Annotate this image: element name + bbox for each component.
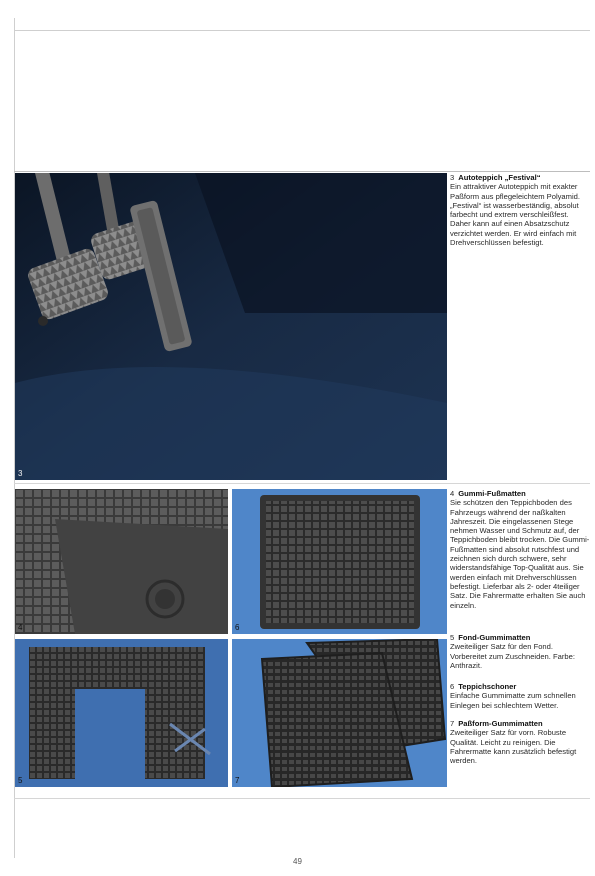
item-title: Autoteppich „Festival“: [458, 173, 541, 182]
item-text: Zweiteiliger Satz für den Fond. Vorbereitet zum Zuschneiden. Farbe: Anthrazit.: [450, 642, 575, 670]
item-3-description: [450, 173, 590, 247]
item-number: 5: [450, 633, 455, 642]
item-text: Einfache Gummimatte zum schnellen Einlegen bei schlechtem Wetter.: [450, 691, 576, 710]
photo-floor-mat-blue: [232, 489, 447, 634]
photo-number: 6: [235, 623, 240, 632]
item-title: Teppichschoner: [458, 682, 517, 691]
item-5-description: [450, 633, 590, 670]
section-divider-2: [14, 483, 590, 484]
photo-rear-mats: [15, 639, 228, 787]
photo-fitted-mats: [232, 639, 447, 787]
item-number: 7: [450, 719, 455, 728]
item-title: Paßform-Gummimatten: [458, 719, 543, 728]
item-text: Zweiteiliger Satz für vorn. Robuste Qualität. Leicht zu reinigen. Die Fahrermatte kann zusätzlich befestigt werden.: [450, 728, 577, 766]
item-text: Sie schützen den Teppichboden des Fahrzeugs während der naßkalten Jahreszeit. Die eingelassenen Stege nehmen Wasser und Schmutz auf, der Teppichboden bleibt trocken. Die Gummi-Fußmatten sind absolut rutschfest und zeichnen sich durch schwere, sehr widerstandsfähige Top-Qualität aus. Sie werden einfach mit Drehverschlüssen befestigt. Lieferbar als 2- oder 4teiliger Satz. Die Fahrermatte erhalten Sie auch einzeln.: [450, 498, 590, 610]
photo-number: 7: [235, 776, 240, 785]
page-number: 49: [293, 857, 302, 866]
top-divider: [14, 30, 590, 31]
photo-carpet-pedals: [15, 173, 447, 480]
bottom-divider: [14, 798, 590, 799]
photo-number: 5: [18, 776, 23, 785]
item-number: 4: [450, 489, 455, 498]
item-text: Ein attraktiver Autoteppich mit exakter Paßform aus pflegeleichtem Polyamid. „Festival“ ist wasserbeständig, absolut farbecht und extrem verschleißfest. Daher kann auf einen Absatzschutz verzichtet werden. Er wird einfach mit Drehverschlüssen befestigt.: [450, 182, 580, 248]
item-title: Gummi-Fußmatten: [458, 489, 526, 498]
section-divider: [14, 171, 590, 172]
item-number: 3: [450, 173, 455, 182]
photo-number: 4: [18, 623, 23, 632]
item-6-description: [450, 682, 590, 710]
item-number: 6: [450, 682, 455, 691]
item-title: Fond-Gummimatten: [458, 633, 531, 642]
item-4-description: [450, 489, 590, 610]
photo-number: 3: [18, 469, 23, 478]
item-7-description: [450, 719, 590, 765]
photo-rubber-mat-logo: [15, 489, 228, 634]
